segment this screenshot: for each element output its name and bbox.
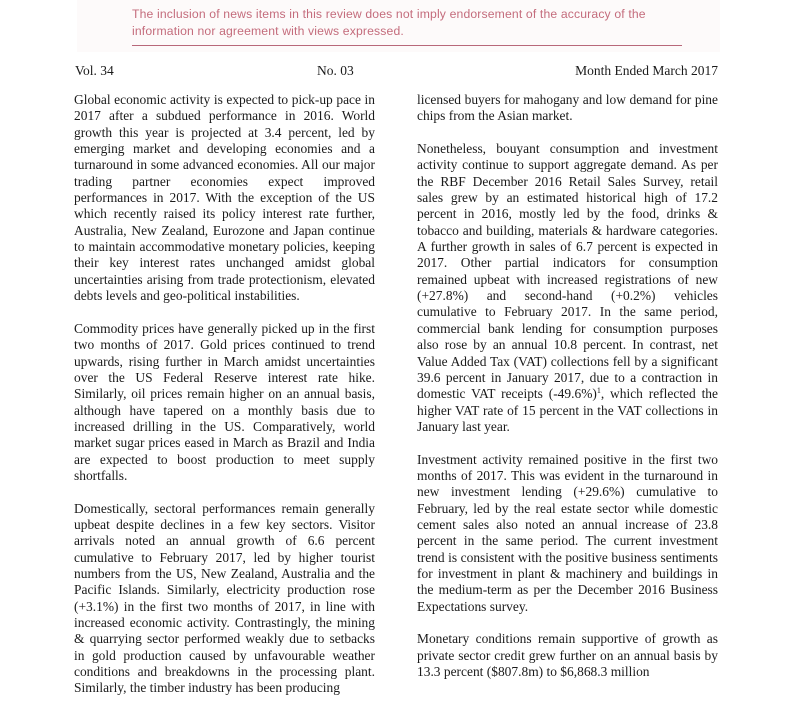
paragraph-continuation: licensed buyers for mahogany and low demand for pine chips from the Asian market. [417, 92, 718, 124]
disclaimer-text: The inclusion of news items in this review does not imply endorsement of the accuracy of the information nor agreement with views expressed. [132, 7, 646, 38]
right-column [417, 92, 718, 697]
paragraph-commodity-prices: Commodity prices have generally picked up in the first two months of 2017. Gold prices continued to trend upwards, rising further in March amidst uncertainties over the US Federal Reserve interest rate hike. Similarly, oil prices remain higher on an annual basis, although have tapered on a monthly basis due to increased drilling in the US. Comparatively, world market sugar prices eased in March as Brazil and India are expected to boost production to meet supply shortfalls. [74, 320, 375, 483]
paragraph-domestic-sectors: Domestically, sectoral performances remain generally upbeat despite declines in a few key sectors. Visitor arrivals noted an annual growth of 6.6 percent cumulative to February 2017, led by higher tourist numbers from the US, New Zealand, Australia and the Pacific Islands. Similarly, electricity production rose (+3.1%) in the first two months of 2017, in line with increased economic activity. Contrastingly, the mining & quarrying sector performed weakly due to setbacks in gold production caused by unfavourable weather conditions and breakdowns in the processing plant. Similarly, the timber industry has been producing [74, 500, 375, 696]
paragraph-investment: Investment activity remained positive in the first two months of 2017. This was evident in the turnaround in new investment lending (+29.6%) cumulative to February, led by the real estate sector while domestic cement sales also noted an annual increase of 23.8 percent in the same period. The current investment trend is consistent with the positive business sentiments for investment in plant & machinery and buildings in the medium-term as per the December 2016 Business Expectations survey. [417, 451, 718, 614]
period-label: Month Ended March 2017 [575, 63, 718, 78]
paragraph-consumption [417, 141, 718, 435]
paragraph-global-economy: Global economic activity is expected to pick-up pace in 2017 after a subdued performance in 2016. World growth this year is projected at 3.4 percent, led by emerging market and developing economies and a turnaround in some advanced economies. All our major trading partner economies expect improved performances in 2017. With the exception of the US which recently raised its policy interest rate further, Australia, New Zealand, Eurozone and Japan continue to maintain accommodative monetary policies, keeping their key interest rates unchanged amidst global uncertainties arising from trade protectionism, elevated debts levels and geo-political instabilities. [74, 92, 375, 304]
footnote-marker[interactable]: 1 [596, 386, 601, 396]
paragraph-consumption-body: Nonetheless, bouyant consumption and investment activity continue to support aggregate demand. As per the RBF December 2016 Retail Sales Survey, retail sales grew by an estimated historical high of 17.2 percent in 2016, mostly led by the food, drinks & tobacco and building, materials & hardware categories. A further growth in sales of 6.7 percent is expected in 2017. Other partial indicators for consumption remained upbeat with increased registrations of new (+27.8%) and second-hand (+0.2%) vehicles cumulative to February 2017. In the same period, commercial bank lending for consumption purposes also rose by an annual 10.8 percent. In contrast, net Value Added Tax (VAT) collections fell by a significant 39.6 percent in January 2017, due to a contraction in domestic VAT receipts (-49.6%) [417, 141, 718, 402]
paragraph-consumption-tail: , which reflected the higher VAT rate of 15 percent in the VAT collections in January last year. [417, 386, 718, 434]
left-column [74, 92, 375, 713]
issue-number-label: No. 03 [317, 63, 354, 78]
paragraph-monetary-conditions: Monetary conditions remain supportive of growth as private sector credit grew further on an annual basis by 13.3 percent ($807.8m) to $6,868.3 million [417, 631, 718, 680]
volume-label: Vol. 34 [75, 63, 114, 78]
issue-header [75, 62, 718, 80]
disclaimer-divider [132, 45, 682, 46]
